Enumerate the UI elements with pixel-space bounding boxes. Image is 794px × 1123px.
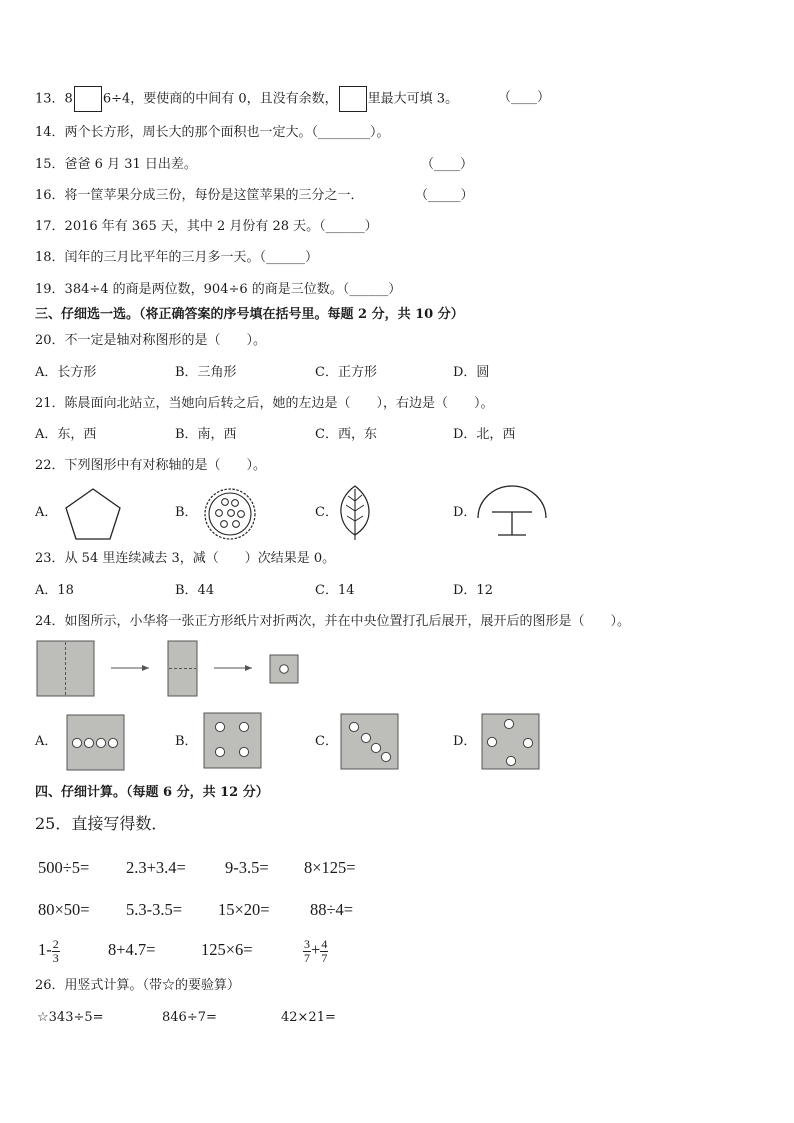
q20-option-b[interactable]: B．三角形	[175, 365, 237, 380]
q13-digit-box-2	[339, 86, 367, 112]
cookie-icon[interactable]	[202, 486, 258, 542]
arch-icon[interactable]	[474, 482, 550, 538]
section-3-title: 三、仔细选一选。（将正确答案的序号填在括号里。每题 2 分，共 10 分）	[35, 307, 464, 322]
calc-1-minus-two-thirds	[38, 930, 60, 970]
q13-answer-blank[interactable]: （____）	[498, 90, 551, 105]
question-17	[35, 218, 378, 236]
calc-8-times-125: 8×125=	[304, 858, 356, 877]
q13-pre: 8	[64, 91, 73, 107]
calc-343-div-5: ☆343÷5=	[37, 1010, 104, 1025]
fraction-denominator: 7	[304, 950, 310, 965]
q20-option-c[interactable]: C．正方形	[315, 365, 377, 380]
q16-number: 16．	[35, 188, 65, 203]
q20-option-d[interactable]: D．圆	[453, 365, 490, 380]
q23-option-d[interactable]: D．12	[453, 583, 493, 598]
q22-option-b-label[interactable]: B．	[175, 505, 198, 520]
q17-text: 2016 年有 365 天，其中 2 月份有 28 天。（______）	[64, 219, 378, 234]
pentagon-icon[interactable]	[62, 486, 124, 542]
q13-number: 13．	[35, 91, 65, 107]
calc-2.3-plus-3.4: 2.3+3.4=	[126, 858, 186, 877]
question-13	[35, 86, 458, 112]
question-20-stem: 20．不一定是轴对称图形的是（ ）。	[35, 333, 267, 348]
q16-text: 将一筐苹果分成三份，每份是这筐苹果的三分之一．	[64, 188, 364, 203]
section-4-title: 四、仔细计算。（每题 6 分，共 12 分）	[35, 785, 269, 800]
q24-option-c-label[interactable]: C．	[315, 734, 338, 749]
fraction-denominator: 7	[321, 950, 328, 965]
question-22-stem: 22．下列图形中有对称轴的是（ ）。	[35, 458, 267, 473]
fraction-two-thirds	[52, 938, 60, 965]
fraction-numerator: 3	[304, 936, 310, 951]
q18-number: 18．	[35, 250, 65, 265]
calc-9-minus-3.5: 9-3.5=	[225, 858, 269, 877]
calc-8-plus-4.7: 8+4.7=	[108, 940, 156, 959]
question-19	[35, 281, 401, 299]
q22-option-a-label[interactable]: A．	[35, 505, 58, 520]
q23-option-b[interactable]: B．44	[175, 583, 215, 598]
q20-option-a[interactable]: A．长方形	[35, 365, 97, 380]
q13-mid: 6÷4，要使商的中间有 0，且没有余数，	[102, 91, 338, 107]
calc-3-sevenths-plus-4-sevenths	[303, 930, 328, 970]
q24-option-d-figure[interactable]	[481, 713, 541, 771]
q24-option-c-figure[interactable]	[340, 713, 400, 771]
q24-option-b-figure[interactable]	[203, 712, 263, 770]
q13-post: 里最大可填 3。	[367, 91, 459, 107]
q15-text: 爸爸 6 月 31 日出差。	[64, 157, 197, 172]
q22-option-d-label[interactable]: D．	[453, 505, 477, 520]
fraction-numerator: 2	[52, 936, 59, 951]
calc-5.3-minus-3.5: 5.3-3.5=	[126, 900, 183, 919]
calc-88-div-4: 88÷4=	[310, 900, 354, 919]
q15-number: 15．	[35, 157, 65, 172]
question-25-stem: 25．直接写得数．	[35, 814, 168, 833]
q16-answer-blank[interactable]: （_____）	[415, 188, 474, 203]
calc-500-div-5: 500÷5=	[38, 858, 90, 877]
q14-number: 14．	[35, 125, 65, 140]
fraction-three-sevenths	[303, 938, 311, 965]
question-15	[35, 156, 197, 174]
q23-option-a[interactable]: A．18	[35, 583, 74, 598]
q22-option-c-label[interactable]: C．	[315, 505, 338, 520]
calc-1-minus: 1-	[38, 940, 52, 959]
q23-option-c[interactable]: C．14	[315, 583, 355, 598]
question-16	[35, 187, 364, 205]
q15-answer-blank[interactable]: （____）	[421, 157, 474, 172]
q18-text: 闰年的三月比平年的三月多一天。（______）	[64, 250, 319, 265]
question-23-stem: 23．从 54 里连续减去 3，减（ ）次结果是 0。	[35, 551, 336, 566]
question-26-stem: 26．用竖式计算。（带☆的要验算）	[35, 978, 241, 993]
calc-846-div-7: 846÷7=	[162, 1010, 217, 1025]
calc-42-times-21: 42×21=	[281, 1010, 336, 1025]
calc-125-times-6: 125×6=	[201, 940, 253, 959]
fraction-denominator: 3	[52, 950, 59, 965]
q19-number: 19．	[35, 282, 65, 297]
question-18	[35, 249, 318, 267]
calc-15-times-20: 15×20=	[218, 900, 270, 919]
q17-number: 17．	[35, 219, 65, 234]
question-24-stem: 24．如图所示，小华将一张正方形纸片对折两次，并在中央位置打孔后展开，展开后的图形是（ ）。	[35, 614, 631, 629]
q24-option-b-label[interactable]: B．	[175, 734, 198, 749]
fraction-numerator: 4	[321, 936, 328, 951]
q24-option-a-figure[interactable]	[66, 714, 126, 772]
q24-option-a-label[interactable]: A．	[35, 734, 58, 749]
question-21-stem: 21．陈晨面向北站立，当她向后转之后，她的左边是（ ），右边是（ ）。	[35, 396, 494, 411]
q21-option-d[interactable]: D．北，西	[453, 427, 516, 442]
q21-option-c[interactable]: C．西，东	[315, 427, 377, 442]
q24-option-d-label[interactable]: D．	[453, 734, 477, 749]
question-14	[35, 124, 390, 142]
q21-option-b[interactable]: B．南，西	[175, 427, 237, 442]
q21-option-a[interactable]: A．东，西	[35, 427, 97, 442]
q19-text: 384÷4 的商是两位数，904÷6 的商是三位数。（______）	[64, 282, 402, 297]
plus-sign: +	[311, 940, 321, 959]
fraction-four-sevenths	[320, 938, 328, 965]
calc-80-times-50: 80×50=	[38, 900, 90, 919]
paper-folding-diagram	[36, 640, 306, 698]
q14-text: 两个长方形，周长大的那个面积也一定大。（________）。	[64, 125, 390, 140]
leaf-icon[interactable]	[338, 483, 372, 541]
q13-digit-box-1	[74, 86, 102, 112]
